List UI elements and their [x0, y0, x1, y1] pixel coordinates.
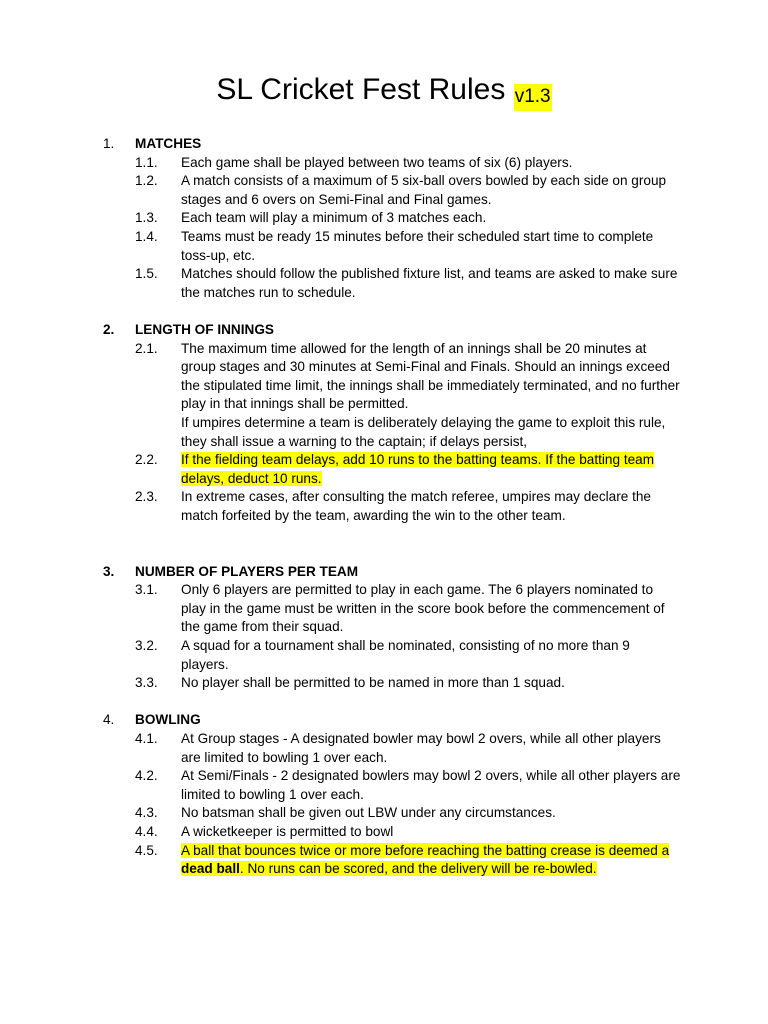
title-text: SL Cricket Fest Rules [216, 73, 506, 106]
section-title: BOWLING [135, 712, 201, 728]
section-heading [0, 711, 768, 730]
rule-text: In extreme cases, after consulting the match referee, umpires may declare the match forfeited by the team, awarding the win to the other team. [181, 489, 651, 523]
section-title: LENGTH OF INNINGS [135, 321, 274, 337]
rule-item [0, 637, 768, 674]
section-heading [0, 563, 768, 582]
rule-text: Matches should follow the published fixture list, and teams are asked to make sure the matches run to schedule. [181, 266, 678, 300]
section-length-of-innings [0, 321, 768, 526]
rule-item [0, 674, 768, 693]
highlighted-text: If the fielding team delays, add 10 runs to the batting teams. If the batting team delays, deduct 10 runs. [181, 452, 655, 486]
rules-document [0, 135, 768, 879]
rule-text: Teams must be ready 15 minutes before their scheduled start time to complete toss-up, etc. [181, 228, 654, 263]
rule-item [0, 581, 768, 637]
rule-item [0, 804, 768, 823]
rule-text: At Group stages - A designated bowler may bowl 2 overs, while all other players are limited to bowling 1 over each. [181, 731, 661, 765]
rule-text: At Semi/Finals - 2 designated bowlers may bowl 2 overs, while all other players are limited to bowling 1 over each. [181, 768, 681, 802]
rule-continuation: If umpires determine a team is deliberately delaying the game to exploit this rule, they shall issue a warning to the captain; if delays persist, [181, 414, 666, 449]
rule-number: 1.4. [135, 228, 158, 244]
rule-number: 1.2. [135, 173, 158, 189]
rule-text: A squad for a tournament shall be nominated, consisting of no more than 9 players. [181, 638, 630, 672]
rule-number: 4.3. [135, 805, 158, 821]
rule-text: No player shall be permitted to be named in more than 1 squad. [181, 675, 565, 691]
rule-number: 4.4. [135, 823, 158, 839]
rule-number: 2.1. [135, 340, 158, 356]
rule-text-highlighted [181, 842, 681, 879]
rule-item [0, 172, 768, 209]
rule-text: A wicketkeeper is permitted to bowl [181, 823, 394, 839]
dead-ball-term: dead ball [181, 861, 240, 877]
rule-item [0, 767, 768, 804]
document-title [0, 70, 768, 117]
rule-number: 4.5. [135, 842, 158, 858]
rule-text: Only 6 players are permitted to play in each game. The 6 players nominated to play in the game must be written in the score book before the commencement of the game from their squad. [181, 582, 665, 635]
rule-item [0, 842, 768, 879]
version-badge: v1.3 [514, 84, 552, 111]
rule-number: 3.1. [135, 582, 158, 598]
rule-number: 2.3. [135, 489, 158, 505]
highlighted-text-end: . No runs can be scored, and the delivery will be re-bowled. [239, 861, 597, 877]
rule-item [0, 228, 768, 265]
rule-item [0, 154, 768, 173]
rule-number: 3.2. [135, 638, 158, 654]
section-heading [0, 321, 768, 340]
rule-item [0, 265, 768, 302]
rule-number: 1.5. [135, 266, 158, 282]
rule-number: 1.3. [135, 210, 158, 226]
highlighted-text: A ball that bounces twice or more before reaching the batting crease is deemed a [181, 842, 670, 858]
section-number: 2. [103, 321, 115, 337]
rule-item [0, 488, 768, 525]
rule-number: 3.3. [135, 675, 158, 691]
section-number: 4. [103, 712, 115, 728]
rule-text: The maximum time allowed for the length of an innings shall be 20 minutes at group stages and 30 minutes at Semi-Final and Finals. Should an innings exceed the stipulated time limit, the innings shall be immediately terminated, and no further play in that innings shall be permitted. [181, 340, 680, 412]
rule-item [0, 451, 768, 488]
section-title: NUMBER OF PLAYERS PER TEAM [135, 563, 359, 579]
rule-item [0, 209, 768, 228]
rule-text: No batsman shall be given out LBW under any circumstances. [181, 805, 556, 821]
rule-number: 4.1. [135, 731, 158, 746]
rule-number: 2.2. [135, 452, 158, 468]
section-bowling [0, 711, 768, 878]
rule-item [0, 823, 768, 842]
rule-item [0, 340, 768, 452]
section-title: MATCHES [135, 136, 202, 151]
section-number: 1. [103, 136, 115, 151]
rule-text: A match consists of a maximum of 5 six-ball overs bowled by each side on group stages and 6 overs on Semi-Final and Final games. [181, 173, 667, 207]
section-number-of-players [0, 563, 768, 693]
rule-text: Each game shall be played between two teams of six (6) players. [181, 154, 573, 170]
section-heading [0, 135, 768, 154]
section-number: 3. [103, 563, 115, 579]
rule-number: 4.2. [135, 768, 158, 784]
rule-text: Each team will play a minimum of 3 matches each. [181, 210, 487, 226]
rule-item [0, 730, 768, 767]
section-matches [0, 135, 768, 302]
rule-number: 1.1. [135, 154, 158, 170]
rule-text-highlighted [181, 451, 681, 488]
